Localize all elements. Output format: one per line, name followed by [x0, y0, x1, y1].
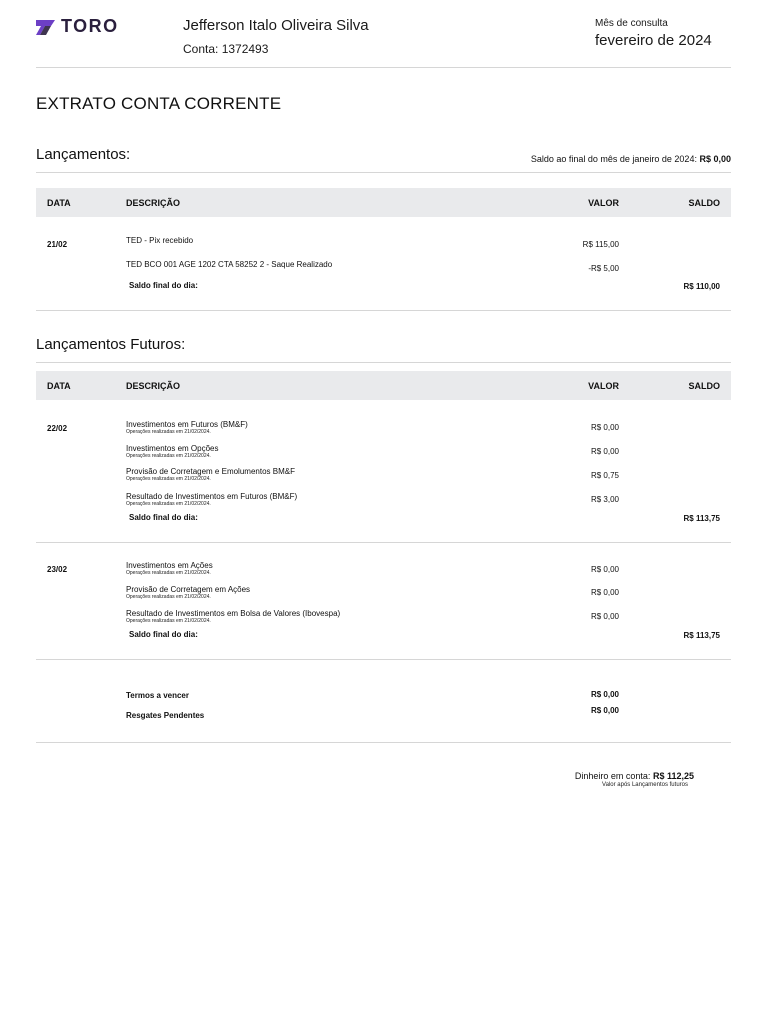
entry-description: TED BCO 001 AGE 1202 CTA 58252 2 - Saque Realizado: [126, 260, 333, 269]
day-end-label: Saldo final do dia:: [129, 513, 198, 522]
day-end-value: R$ 113,75: [683, 631, 720, 640]
col-value: VALOR: [588, 381, 619, 391]
entry-note: Operações realizadas em 21/02/2024.: [126, 453, 211, 459]
previous-balance-label: Saldo ao final do mês de janeiro de 2024:: [530, 154, 697, 164]
day-end-value: R$ 110,00: [683, 282, 720, 291]
page-title: EXTRATO CONTA CORRENTE: [36, 94, 282, 113]
pending-redemptions-value: R$ 0,00: [590, 706, 619, 715]
previous-balance-value: R$ 0,00: [699, 154, 731, 164]
col-date: DATA: [47, 198, 71, 208]
day-end-value: R$ 113,75: [683, 514, 720, 523]
query-month-label: Mês de consulta: [595, 18, 668, 29]
pending-terms-value: R$ 0,00: [590, 690, 619, 699]
query-month: fevereiro de 2024: [595, 32, 712, 49]
entry-note: Operações realizadas em 21/02/2024.: [126, 501, 211, 507]
entry-description: Provisão de Corretagem em Ações: [126, 585, 251, 594]
pending-terms-label: Termos a vencer: [126, 691, 189, 700]
entry-value: R$ 0,00: [590, 423, 619, 432]
day-end-label: Saldo final do dia:: [129, 281, 198, 290]
entry-note: Operações realizadas em 21/02/2024.: [126, 429, 211, 435]
brand-name: TORO: [61, 16, 119, 36]
pending-divider: [36, 742, 731, 743]
launches-table-header: [36, 188, 731, 217]
entry-description: Investimentos em Futuros (BM&F): [126, 420, 248, 429]
account-number: Conta: 1372493: [183, 42, 269, 56]
entry-note: Operações realizadas em 21/02/2024.: [126, 618, 211, 624]
cash-in-account: [575, 771, 694, 781]
entry-description: Resultado de Investimentos em Bolsa de Valores (Ibovespa): [126, 609, 341, 618]
entry-note: Operações realizadas em 21/02/2024.: [126, 476, 211, 482]
entry-value: R$ 115,00: [582, 240, 619, 249]
col-description: DESCRIÇÃO: [126, 198, 181, 208]
entry-description: Resultado de Investimentos em Futuros (BM&F): [126, 492, 298, 501]
entry-date: 22/02: [47, 424, 68, 433]
entry-value: -R$ 5,00: [588, 264, 619, 273]
pending-redemptions-label: Resgates Pendentes: [126, 711, 205, 720]
entry-value: R$ 0,00: [590, 588, 619, 597]
entry-value: R$ 0,00: [590, 447, 619, 456]
col-date: DATA: [47, 381, 71, 391]
day-end-label: Saldo final do dia:: [129, 630, 198, 639]
entry-description: Provisão de Corretagem e Emolumentos BM&F: [126, 467, 295, 476]
entry-note: Operações realizadas em 21/02/2024.: [126, 570, 211, 576]
launches-title: Lançamentos:: [36, 146, 131, 163]
header-divider: [36, 67, 731, 68]
col-balance: SALDO: [688, 198, 720, 208]
entry-value: R$ 0,00: [590, 565, 619, 574]
day-divider: [36, 542, 731, 543]
entry-description: TED - Pix recebido: [126, 236, 194, 245]
entry-value: R$ 0,00: [590, 612, 619, 621]
entry-description: Investimentos em Ações: [126, 561, 213, 570]
future-title: Lançamentos Futuros:: [36, 336, 186, 353]
col-balance: SALDO: [688, 381, 720, 391]
toro-logo-icon: [36, 17, 55, 36]
entry-value: R$ 0,75: [590, 471, 619, 480]
cash-value: R$ 112,25: [652, 771, 694, 781]
future-divider: [36, 362, 731, 363]
client-name: Jefferson Italo Oliveira Silva: [183, 17, 369, 34]
entry-description: Investimentos em Opções: [126, 444, 219, 453]
day-divider: [36, 659, 731, 660]
col-value: VALOR: [588, 198, 619, 208]
entry-date: 21/02: [47, 240, 68, 249]
col-description: DESCRIÇÃO: [126, 381, 181, 391]
cash-note: Valor após Lançamentos futuros: [602, 782, 688, 788]
toro-logo: [36, 17, 119, 36]
launches-divider: [36, 172, 731, 173]
entry-date: 23/02: [47, 565, 68, 574]
entry-note: Operações realizadas em 21/02/2024.: [126, 594, 211, 600]
cash-label: Dinheiro em conta:: [574, 771, 651, 781]
previous-balance: [531, 154, 731, 164]
future-table-header: [36, 371, 731, 400]
entry-value: R$ 3,00: [590, 495, 619, 504]
section-divider: [36, 310, 731, 311]
